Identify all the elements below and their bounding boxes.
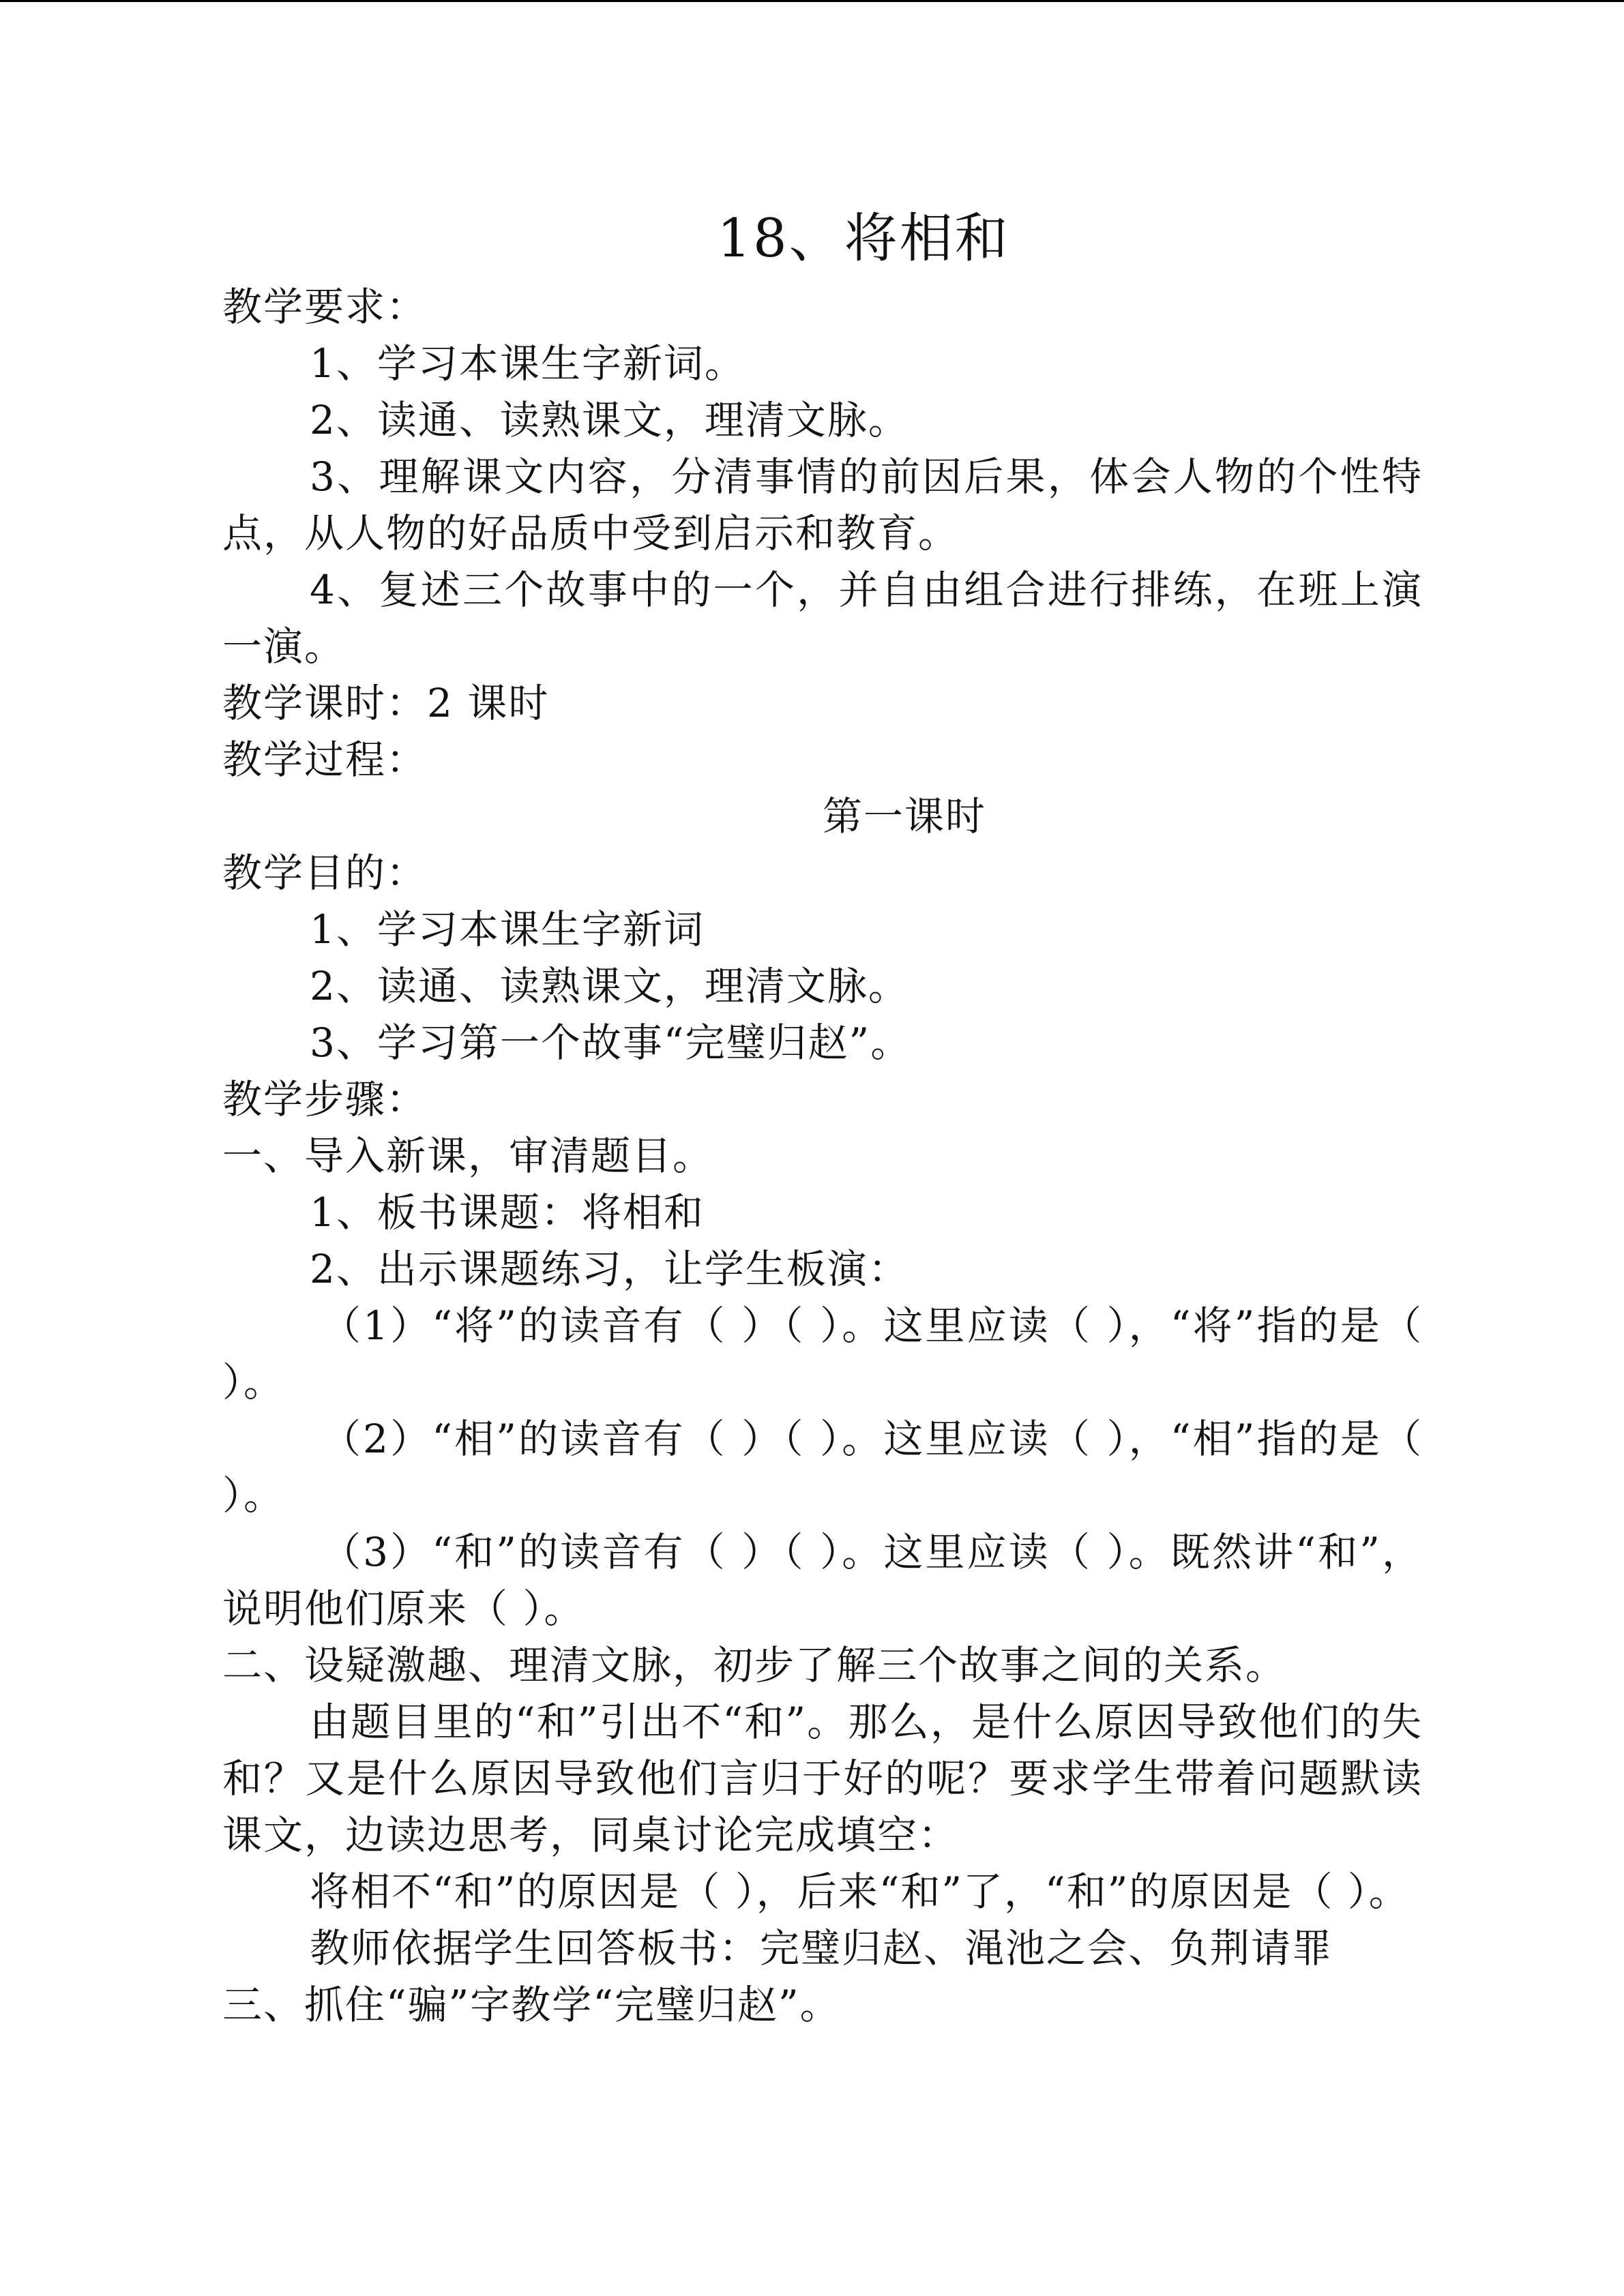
paragraph-line: 教学课时：2 课时 xyxy=(222,680,550,726)
paragraph-line: 1、板书课题：将相和 xyxy=(310,1189,705,1236)
paragraph-line: 1、学习本课生字新词。 xyxy=(310,340,745,387)
paragraph-line: 2、读通、读熟课文，理清文脉。 xyxy=(310,397,909,443)
paragraph-line: 1、学习本课生字新词 xyxy=(310,906,705,953)
paragraph-line: 2、读通、读熟课文，理清文脉。 xyxy=(310,963,909,1009)
paragraph-line: 教师依据学生回答板书：完璧归赵、渑池之会、负荆请罪 xyxy=(310,1925,1333,1971)
section-heading: 第一课时 xyxy=(822,793,986,839)
document-body xyxy=(222,198,1437,2033)
paragraph-line: 将相不“和”的原因是（ ），后来“和”了，“和”的原因是（ ）。 xyxy=(310,1868,1410,1915)
page-title: 18、将相和 xyxy=(717,208,1010,269)
paragraph-line: 三、抓住“骗”字教学“完璧归赵”。 xyxy=(222,1982,841,2028)
paragraph-line: 2、出示课题练习，让学生板演： xyxy=(310,1246,909,1292)
paragraph-line: 二、设疑激趣、理清文脉，初步了解三个故事之间的关系。 xyxy=(222,1642,1287,1688)
paragraph-line: 3、学习第一个故事“完璧归赵”。 xyxy=(310,1019,912,1066)
paragraph-line: （1）“将”的读音有（ ）（ ）。这里应读（ ），“将”指的是（ ）。 xyxy=(222,1302,1437,1405)
paragraph-line: 一、导入新课，审清题目。 xyxy=(222,1133,714,1179)
paragraph-line: （2）“相”的读音有（ ）（ ）。这里应读（ ），“相”指的是（ ）。 xyxy=(222,1416,1437,1519)
paragraph-line: 教学目的： xyxy=(222,850,428,896)
paragraph-line: 由题目里的“和”引出不“和”。那么，是什么原因导致他们的失和？又是什么原因导致他们言归于好的呢？要求学生带着问题默读课文，边读边思考，同桌讨论完成填空： xyxy=(222,1699,1423,1858)
paragraph-line: 4、复述三个故事中的一个，并自由组合进行排练，在班上演一演。 xyxy=(222,567,1423,670)
paragraph-line: 教学步骤： xyxy=(222,1076,428,1122)
paragraph-line: 3、理解课文内容，分清事情的前因后果，体会人物的个性特点，从人物的好品质中受到启示和教育。 xyxy=(222,453,1423,556)
paragraph-line: 教学要求： xyxy=(222,284,428,330)
document-lines xyxy=(222,279,1437,2033)
paragraph-line: 教学过程： xyxy=(222,736,428,783)
paragraph-line: （3）“和”的读音有（ ）（ ）。这里应读（ ）。既然讲“和”，说明他们原来（ ）。 xyxy=(222,1529,1423,1632)
